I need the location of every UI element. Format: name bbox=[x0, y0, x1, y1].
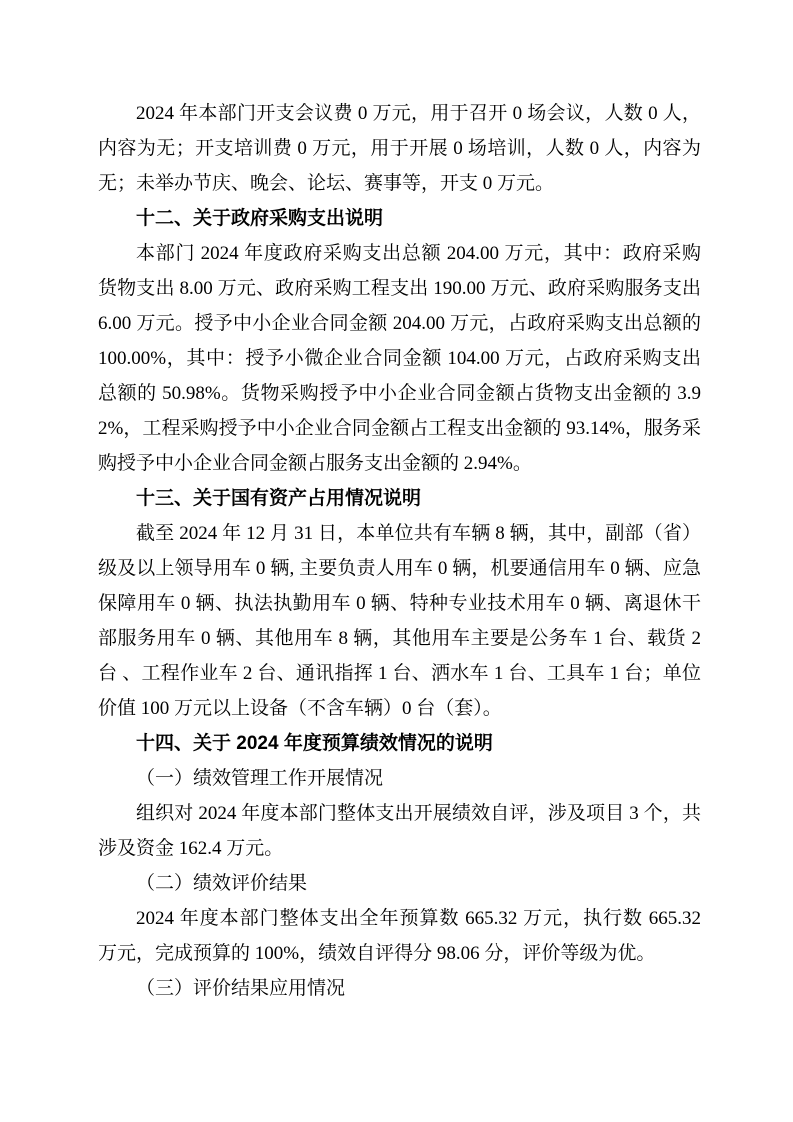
subheading-performance-evaluation-results: （二）绩效评价结果 bbox=[136, 873, 308, 894]
paragraph-government-procurement-details: 本部门 2024 年度政府采购支出总额 204.00 万元，其中：政府采购货物支出 8.00 万元、政府采购工程支出 190.00 万元、政府采购服务支出 6.00 万元。授予中小企业合同金额 204.00 万元，占政府采购支出总额的 100.00%，其中：授予小微企业合同金额 104.00 万元，占政府采购支出总额的 50.98%。货物采购授予中小企业合同金额占货物支出金额的 3.92%，工程采购授予中小企业合同金额占工程支出金额的 93.14%，服务采购授予中小企业合同金额占服务支出金额的 2.94%。 bbox=[98, 243, 701, 474]
heading-section-13-state-owned-assets: 十三、关于国有资产占用情况说明 bbox=[136, 488, 422, 509]
heading-section-12-government-procurement: 十二、关于政府采购支出说明 bbox=[136, 208, 384, 229]
subheading-evaluation-results-application: （三）评价结果应用情况 bbox=[136, 978, 346, 999]
paragraph-evaluation-results-details: 2024 年度本部门整体支出全年预算数 665.32 万元，执行数 665.32 万元，完成预算的 100%，绩效自评得分 98.06 分，评价等级为优。 bbox=[98, 908, 701, 964]
subheading-performance-management-work: （一）绩效管理工作开展情况 bbox=[136, 768, 384, 789]
document-body bbox=[98, 96, 701, 1006]
heading-section-14-budget-performance: 十四、关于 2024 年度预算绩效情况的说明 bbox=[136, 733, 493, 754]
paragraph-performance-self-evaluation: 组织对 2024 年度本部门整体支出开展绩效自评，涉及项目 3 个，共涉及资金 162.4 万元。 bbox=[98, 803, 701, 859]
paragraph-state-owned-assets-vehicles: 截至 2024 年 12 月 31 日，本单位共有车辆 8 辆，其中，副部（省）级及以上领导用车 0 辆, 主要负责人用车 0 辆，机要通信用车 0 辆、应急保障用车 0 辆、执法执勤用车 0 辆、特种专业技术用车 0 辆、离退休干部服务用车 0 辆、其他用车 8 辆，其他用车主要是公务车 1 台、载货 2 台 、工程作业车 2 台、通讯指挥 1 台、洒水车 1 台、工具车 1 台；单位价值 100 万元以上设备（不含车辆）0 台（套）。 bbox=[98, 523, 701, 719]
paragraph-conference-training-expenses: 2024 年本部门开支会议费 0 万元，用于召开 0 场会议，人数 0 人，内容为无；开支培训费 0 万元，用于开展 0 场培训，人数 0 人，内容为无；未举办节庆、晚会、论坛、赛事等，开支 0 万元。 bbox=[98, 103, 701, 194]
